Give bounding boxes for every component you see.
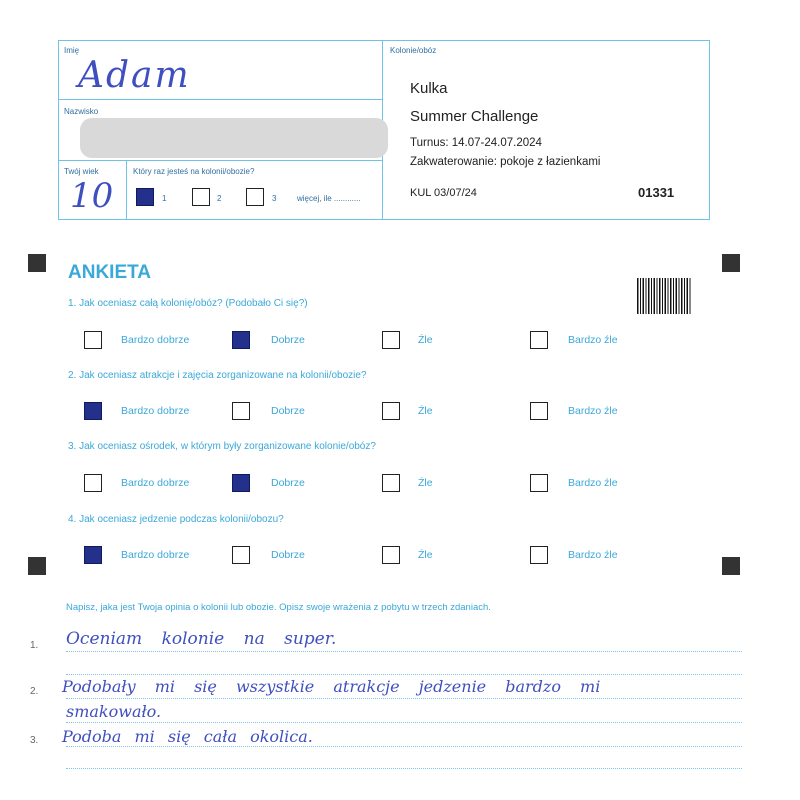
- times-option-1: 1: [162, 194, 167, 203]
- q4-label-bardzo-dobrze: Bardzo dobrze: [121, 549, 190, 561]
- q2-checkbox-bardzo-zle[interactable]: [530, 402, 548, 420]
- registration-marker-top-left: [28, 254, 46, 272]
- times-checkbox-1[interactable]: [136, 188, 154, 206]
- answer-line: [66, 651, 742, 652]
- question-4: 4. Jak oceniasz jedzenie podczas kolonii/obozu?: [68, 514, 284, 525]
- q3-checkbox-bardzo-zle[interactable]: [530, 474, 548, 492]
- q4-checkbox-dobrze[interactable]: [232, 546, 250, 564]
- turnus: Turnus: 14.07-24.07.2024: [410, 137, 542, 149]
- header-divider-h1: [58, 99, 382, 100]
- answer-line: [66, 768, 742, 769]
- age-value[interactable]: 10: [70, 176, 114, 216]
- q3-label-bardzo-zle: Bardzo źle: [568, 477, 618, 489]
- times-label: Który raz jesteś na kolonii/obozie?: [133, 167, 255, 176]
- q1-checkbox-zle[interactable]: [382, 331, 400, 349]
- answer-2-continued[interactable]: smakowało.: [66, 702, 162, 721]
- q1-label-bardzo-dobrze: Bardzo dobrze: [121, 334, 190, 346]
- camp-name: Kulka: [410, 80, 448, 97]
- q4-checkbox-bardzo-dobrze[interactable]: [84, 546, 102, 564]
- q3-label-dobrze: Dobrze: [271, 477, 305, 489]
- camp-title: Summer Challenge: [410, 108, 539, 125]
- form-number: 01331: [638, 185, 675, 200]
- q3-checkbox-dobrze[interactable]: [232, 474, 250, 492]
- q2-checkbox-dobrze[interactable]: [232, 402, 250, 420]
- line-number-1: 1.: [30, 640, 39, 651]
- q1-checkbox-bardzo-zle[interactable]: [530, 331, 548, 349]
- q3-checkbox-bardzo-dobrze[interactable]: [84, 474, 102, 492]
- q4-label-zle: Źle: [418, 549, 433, 561]
- q1-label-bardzo-zle: Bardzo źle: [568, 334, 618, 346]
- answer-3[interactable]: Podoba mi się cała okolica.: [62, 727, 313, 746]
- answer-line: [66, 722, 742, 723]
- age-label: Twój wiek: [64, 167, 99, 176]
- q4-checkbox-bardzo-zle[interactable]: [530, 546, 548, 564]
- times-option-3: 3: [272, 194, 277, 203]
- times-checkbox-2[interactable]: [192, 188, 210, 206]
- q2-label-bardzo-zle: Bardzo źle: [568, 405, 618, 417]
- name-value[interactable]: Adam: [78, 55, 191, 96]
- question-3: 3. Jak oceniasz ośrodek, w którym były zorganizowane kolonie/obóz?: [68, 441, 376, 452]
- answer-line: [66, 746, 742, 747]
- surname-redaction: [80, 118, 388, 158]
- q2-checkbox-zle[interactable]: [382, 402, 400, 420]
- q4-checkbox-zle[interactable]: [382, 546, 400, 564]
- header-divider-age: [126, 160, 127, 220]
- registration-marker-top-right: [722, 254, 740, 272]
- q1-checkbox-dobrze[interactable]: [232, 331, 250, 349]
- q1-label-zle: Źle: [418, 334, 433, 346]
- question-1: 1. Jak oceniasz całą kolonię/obóz? (Podobało Ci się?): [68, 298, 308, 309]
- answer-2[interactable]: Podobały mi się wszystkie atrakcje jedzenie bardzo mi: [62, 677, 601, 696]
- question-2: 2. Jak oceniasz atrakcje i zajęcia zorganizowane na kolonii/obozie?: [68, 370, 367, 381]
- opinion-prompt: Napisz, jaka jest Twoja opinia o kolonii lub obozie. Opisz swoje wrażenia z pobytu w trzech zdaniach.: [66, 602, 491, 613]
- answer-line: [66, 698, 742, 699]
- q2-label-dobrze: Dobrze: [271, 405, 305, 417]
- q4-label-dobrze: Dobrze: [271, 549, 305, 561]
- answer-1[interactable]: Oceniam kolonie na super.: [66, 629, 337, 649]
- q2-label-bardzo-dobrze: Bardzo dobrze: [121, 405, 190, 417]
- line-number-2: 2.: [30, 686, 39, 697]
- zakwaterowanie: Zakwaterowanie: pokoje z łazienkami: [410, 156, 601, 168]
- q1-checkbox-bardzo-dobrze[interactable]: [84, 331, 102, 349]
- q3-checkbox-zle[interactable]: [382, 474, 400, 492]
- registration-marker-bottom-right: [722, 557, 740, 575]
- name-label: Imię: [64, 46, 80, 55]
- times-option-2: 2: [217, 194, 222, 203]
- times-option-more: więcej, ile ............: [297, 194, 361, 203]
- q3-label-bardzo-dobrze: Bardzo dobrze: [121, 477, 190, 489]
- colony-label: Kolonie/obóz: [390, 46, 437, 55]
- surname-label: Nazwisko: [64, 107, 99, 116]
- barcode: [637, 278, 691, 314]
- registration-marker-bottom-left: [28, 557, 46, 575]
- q2-checkbox-bardzo-dobrze[interactable]: [84, 402, 102, 420]
- header-divider-h2: [58, 160, 382, 161]
- q1-label-dobrze: Dobrze: [271, 334, 305, 346]
- answer-line: [66, 674, 742, 675]
- line-number-3: 3.: [30, 735, 39, 746]
- camp-code: KUL 03/07/24: [410, 187, 477, 199]
- q3-label-zle: Źle: [418, 477, 433, 489]
- q2-label-zle: Źle: [418, 405, 433, 417]
- q4-label-bardzo-zle: Bardzo źle: [568, 549, 618, 561]
- survey-title: ANKIETA: [68, 262, 152, 283]
- times-checkbox-3[interactable]: [246, 188, 264, 206]
